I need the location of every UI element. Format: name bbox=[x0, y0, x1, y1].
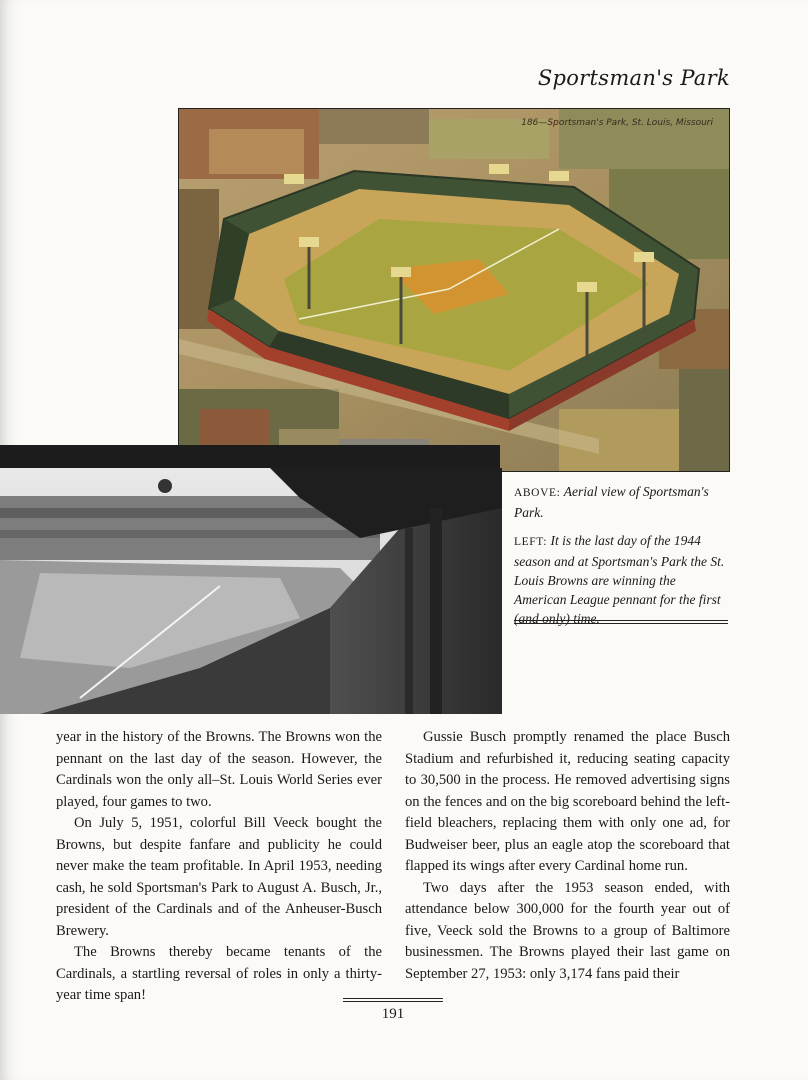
folio-rule bbox=[343, 998, 443, 1002]
paragraph: Gussie Busch promptly renamed the place Busch Stadium and refurbished it, reducing seating capacity to 30,500 in the process. He removed advertising signs on the fences and on the big scoreboard behind the left-field bleachers, replacing them with only one ad, for Budweiser beer, plus an eagle atop the scoreboard that flapped its wings after every Cardinal home run. bbox=[405, 729, 730, 874]
caption-left bbox=[514, 531, 726, 628]
caption-rule bbox=[514, 620, 728, 624]
body-column-left bbox=[56, 727, 382, 1007]
running-head: Sportsman's Park bbox=[537, 66, 730, 90]
paragraph: The Browns thereby became tenants of the Cardinals, a startling reversal of roles in only a thirty-year time span! bbox=[56, 944, 382, 1003]
caption-tag: ABOVE: bbox=[514, 487, 561, 499]
caption-above bbox=[514, 482, 726, 522]
postcard-imprint: 186—Sportsman's Park, St. Louis, Missouri bbox=[521, 118, 713, 128]
photo-captions bbox=[514, 482, 726, 637]
bw-photo-1944-game bbox=[0, 468, 502, 714]
paragraph: On July 5, 1951, colorful Bill Veeck bought the Browns, but despite fanfare and publicity he could never make the team profitable. In April 1953, needing cash, he sold Sportsman's Park to August A. Busch, Jr., president of the Cardinals and of the Anheuser-Busch Brewery. bbox=[56, 815, 382, 939]
page-number: 191 bbox=[381, 1006, 405, 1022]
caption-text: Aerial view of Sportsman's Park. bbox=[514, 484, 709, 520]
caption-text: It is the last day of the 1944 season and at Sportsman's Park the St. Louis Browns are winning the American League pennant for the first (and only) time. bbox=[514, 533, 725, 626]
paragraph: year in the history of the Browns. The Browns won the pennant on the last day of the season. However, the Cardinals won the only all–St. Louis World Series ever played, four games to two. bbox=[56, 729, 382, 810]
body-column-right bbox=[405, 727, 730, 985]
caption-tag: LEFT: bbox=[514, 536, 548, 548]
paragraph: Two days after the 1953 season ended, with attendance below 300,000 for the fourth year out of five, Veeck sold the Browns to a group of Baltimore businessmen. The Browns played their last game on September 27, 1953: only 3,174 fans paid their bbox=[405, 879, 730, 982]
aerial-photo-sportsmans-park bbox=[178, 108, 730, 472]
